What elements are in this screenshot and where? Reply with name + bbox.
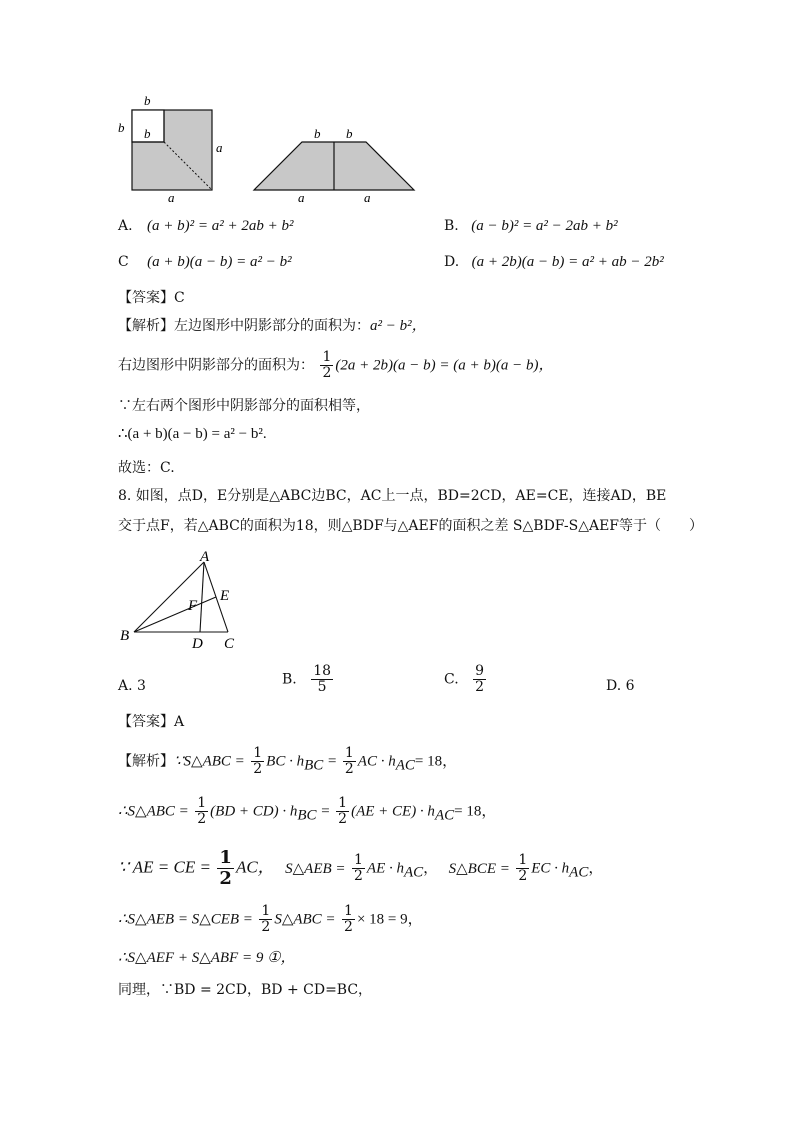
point-a: A [200, 549, 210, 565]
trapezoid-figure [248, 124, 423, 204]
point-d: D [192, 636, 203, 652]
label-b-left: b [118, 120, 125, 135]
q8-analysis-step2: ∴S△ABC = $\frac{1}{2}$ $(BD + CD) \cdot h_{BC}$ = $\frac{1}{2}$ $(AE + CE) \cdot h_{AC}= 18$， [118, 795, 497, 827]
option-a: A. (a + b)² = a² + 2ab + b² [118, 218, 294, 234]
q8-option-b: B. $\frac{18}{5}$ [282, 663, 332, 695]
q8-analysis-step1: 【解析】∵S△ABC = $\frac{1}{2}$ BC · $h_{BC}$ = $\frac{1}{2}$ AC · $h_{AC}= 18$， [118, 745, 458, 777]
label-a-right: a [216, 140, 223, 155]
point-b: B [120, 628, 130, 644]
q7-analysis-line3: ∵左右两个图形中阴影部分的面积相等， [118, 398, 370, 414]
q8-analysis-step5: ∴S△AEF + S△ABF = 9 ①， [118, 950, 296, 966]
point-c: C [224, 636, 235, 652]
q8-analysis-step6: 同理，∵BD = 2CD，BD + CD=BC， [118, 982, 373, 998]
option-c: C (a + b)(a − b) = a² − b² [118, 254, 292, 270]
q7-analysis-line2: 右边图形中阴影部分的面积为： $\frac{1}{2}$ (2a + 2b)(a − b) = (a + b)(a − b)， [118, 349, 554, 381]
point-f: F [188, 598, 198, 614]
q7-answer: 【答案】C [118, 290, 185, 306]
label-a2: a [364, 190, 371, 204]
option-b: B. (a − b)² = a² − 2ab + b² [444, 218, 618, 234]
q8-option-c: C. $\frac{9}{2}$ [444, 663, 485, 695]
label-a1: a [298, 190, 305, 204]
q8-option-d: D. 6 [606, 678, 635, 694]
label-b1: b [314, 126, 321, 141]
q8-analysis-step4: ∴S△AEB = S△CEB = $\frac{1}{2}$ S△ABC = $\frac{1}{2}$ × 18 = 9， [118, 903, 423, 935]
q8-option-a: A. 3 [118, 678, 146, 694]
q8-analysis-step3: ∵ AE = CE = $\frac{1}{2}$ AC， S△AEB = $\frac{1}{2}$ AE · $h_{AC}$， S△BCE = $\frac{1}{2}$ EC · $h_{AC}$， [118, 847, 604, 889]
q8-answer: 【答案】A [118, 714, 185, 730]
label-b2: b [346, 126, 353, 141]
q7-analysis-line1: 【解析】左边图形中阴影部分的面积为：a² − b²， [118, 318, 427, 334]
point-e: E [220, 588, 230, 604]
triangle-figure [112, 548, 252, 656]
label-b-top: b [144, 93, 151, 108]
option-d: D. (a + 2b)(a − b) = a² + ab − 2b² [444, 254, 664, 270]
square-figure [110, 92, 240, 202]
label-b-inner: b [144, 126, 151, 141]
fraction-half: $\frac{1}{2}$ [322, 349, 332, 381]
label-a-bottom: a [168, 190, 175, 202]
q8-stem-line2: 交于点F，若△ABC的面积为18，则△BDF与△AEF的面积之差 S△BDF-S△AEF等于（ ） [118, 518, 704, 534]
q8-stem-line1: 8. 如图，点D，E分别是△ABC边BC，AC上一点，BD=2CD，AE=CE，连接AD，BE [118, 488, 667, 504]
q7-analysis-line4: ∴(a + b)(a − b) = a² − b². [118, 426, 267, 442]
q7-analysis-line5: 故选：C. [118, 460, 175, 476]
